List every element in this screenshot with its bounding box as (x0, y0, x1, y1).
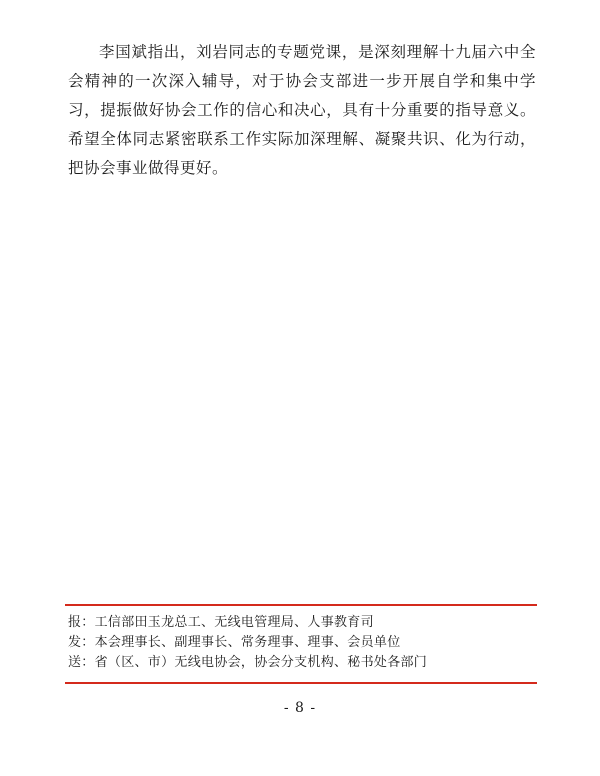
issue-line: 发：本会理事长、副理事长、常务理事、理事、会员单位 (68, 635, 401, 650)
page-number: - 8 - (283, 700, 317, 716)
red-rule-top (65, 604, 537, 606)
body-paragraph: 李国斌指出，刘岩同志的专题党课，是深刻理解十九届六中全会精神的一次深入辅导，对于协会支部进一步开展自学和集中学习，提振做好协会工作的信心和决心，具有十分重要的指导意义。希望全体同志紧密联系工作实际加深理解、凝聚共识、化为行动，把协会事业做得更好。 (68, 43, 536, 177)
distribution-list (68, 613, 538, 673)
send-line: 送：省（区、市）无线电协会，协会分支机构、秘书处各部门 (68, 655, 428, 670)
report-line: 报：工信部田玉龙总工、无线电管理局、人事教育司 (68, 615, 374, 630)
red-rule-bottom (65, 682, 537, 684)
